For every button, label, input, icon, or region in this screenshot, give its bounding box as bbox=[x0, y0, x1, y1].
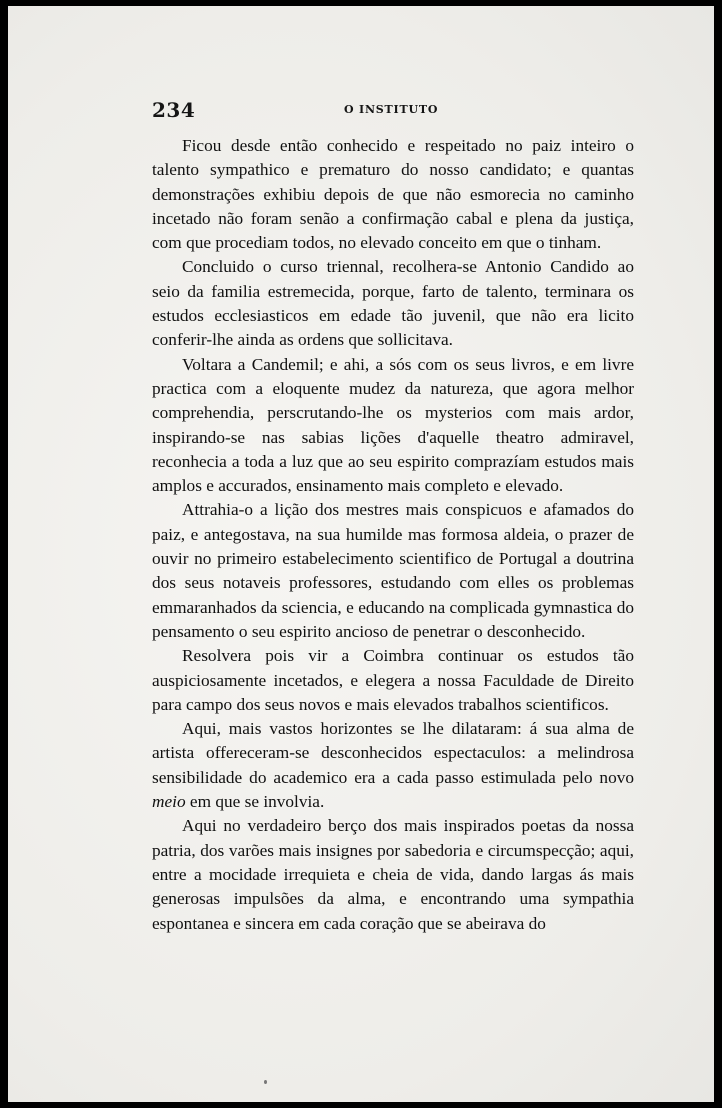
paragraph-6 bbox=[152, 717, 634, 814]
italic-word: meio bbox=[152, 792, 186, 812]
paragraph-5: Resolvera pois vir a Coimbra continuar os estudos tão auspiciosamente incetados, e elegera a nossa Faculdade de Direito para campo dos seus novos e mais elevados trabalhos scientificos. bbox=[152, 646, 634, 714]
paragraph-4: Attrahia-o a lição dos mestres mais conspicuos e afamados do paiz, e antegostava, na sua humilde mas formosa aldeia, o prazer de ouvir no primeiro estabelecimento scientifico de Portugal a doutrina dos seus notaveis professores, estudando com elles os problemas emmaranhados da sciencia, e educando na complicada gymnastica do pensamento o seu espirito ancioso de penetrar o desconhecido. bbox=[152, 500, 634, 641]
page-header bbox=[152, 98, 634, 122]
page-number: 234 bbox=[152, 98, 196, 122]
paragraph-1: Ficou desde então conhecido e respeitado no paiz inteiro o talento sympathico e prematuro do nosso candidato; e quantas demonstrações exhibiu depois de que não esmorecia no caminho incetado não foram senão a confirmação cabal e plena da justiça, com que procediam todos, no elevado conceito em que o tinham. bbox=[152, 136, 634, 253]
paragraph-3: Voltara a Candemil; e ahi, a sós com os seus livros, e em livre practica com a eloquente mudez da natureza, que agora melhor comprehendia, perscrutando-lhe os mysterios com mais ardor, inspirando-se nas sabias lições d'aquelle theatro admiravel, reconhecia a toda a luz que ao seu espirito comprazíam estudos mais amplos e accurados, ensinamento mais completo e elevado. bbox=[152, 354, 634, 496]
book-page bbox=[8, 6, 714, 1102]
paragraph-7: Aqui no verdadeiro berço dos mais inspirados poetas da nossa patria, dos varões mais insignes por sabedoria e circumspecção; aqui, entre a mocidade irrequieta e cheia de vida, dando largas ás mais generosas impulsões da alma, e encontrando uma sympathia espontanea e sincera em cada coração que se abeirava do bbox=[152, 816, 634, 933]
body-text bbox=[152, 134, 634, 936]
running-title: O INSTITUTO bbox=[344, 103, 439, 116]
ink-speck bbox=[264, 1080, 267, 1084]
paragraph-2: Concluido o curso triennal, recolhera-se Antonio Candido ao seio da familia estremecida, porque, farto de talento, terminara os estudos ecclesiasticos em edade tão juvenil, que não era licito conferir-lhe ainda as ordens que sollicitava. bbox=[152, 257, 634, 350]
paragraph-6-text: Aqui, mais vastos horizontes se lhe dilataram: á sua alma de artista offereceram-se desconhecidos espectaculos: a melindrosa sensibilidade do academico era a cada passo estimulada pelo novo bbox=[152, 719, 634, 787]
paragraph-6-end: em que se involvia. bbox=[185, 792, 325, 812]
